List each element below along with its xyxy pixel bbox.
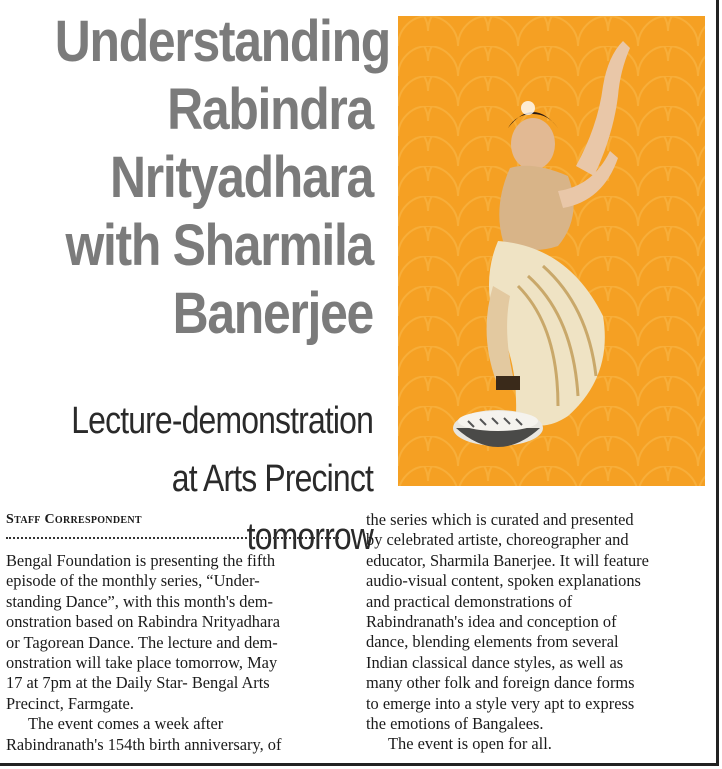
headline-line: Nrityadhara [109, 145, 373, 210]
text-line: episode of the monthly series, “Under- [6, 571, 260, 591]
text-line: educator, Sharmila Banerjee. It will feature [366, 550, 649, 570]
subheadline [54, 392, 373, 566]
headline-line: Understanding [54, 9, 390, 74]
dancer-illustration [398, 16, 705, 486]
text-line: onstration based on Rabindra Nrityadhara [6, 612, 281, 632]
text-line: The event is open for all. [388, 734, 552, 754]
text-line: by celebrated artiste, choreographer and [366, 530, 629, 550]
text-line: the series which is curated and presented [366, 510, 634, 529]
text-line: or Tagorean Dance. The lecture and dem- [6, 632, 278, 652]
headline-line: Banerjee [172, 281, 373, 346]
article-column-1 [6, 551, 342, 755]
text-line: the emotions of Bangalees. [366, 714, 544, 734]
divider [6, 537, 339, 539]
text-line: Indian classical dance styles, as well as [366, 652, 624, 672]
text-line: audio-visual content, spoken explanations [366, 571, 641, 591]
text-line: to emerge into a style very apt to express [366, 693, 635, 713]
headline [54, 8, 390, 348]
text-line: standing Dance”, with this month's dem- [6, 591, 273, 611]
subhead-line: at Arts Precinct tomorrow [171, 458, 373, 558]
text-line: Precinct, Farmgate. [6, 693, 134, 713]
text-line: and practical demonstrations of [366, 591, 573, 611]
dancer-photo [398, 16, 705, 486]
headline-line: Rabindra [167, 77, 373, 142]
text-line: Bengal Foundation is presenting the fifth [6, 551, 276, 570]
text-line: Rabindranath's 154th birth anniversary, of [6, 734, 282, 754]
text-line: Rabindranath's idea and conception of [366, 612, 617, 632]
text-line: dance, blending elements from several [366, 632, 619, 652]
subhead-line: Lecture-demonstration [71, 400, 373, 442]
text-line: many other folk and foreign dance forms [366, 673, 635, 693]
text-line: The event comes a week after [28, 714, 224, 734]
byline: Staff Correspondent [6, 512, 142, 527]
text-line: onstration will take place tomorrow, May [6, 653, 278, 673]
headline-line: with Sharmila [65, 213, 373, 278]
text-line: 17 at 7pm at the Daily Star- Bengal Arts [6, 673, 270, 693]
article-column-2 [366, 510, 708, 755]
